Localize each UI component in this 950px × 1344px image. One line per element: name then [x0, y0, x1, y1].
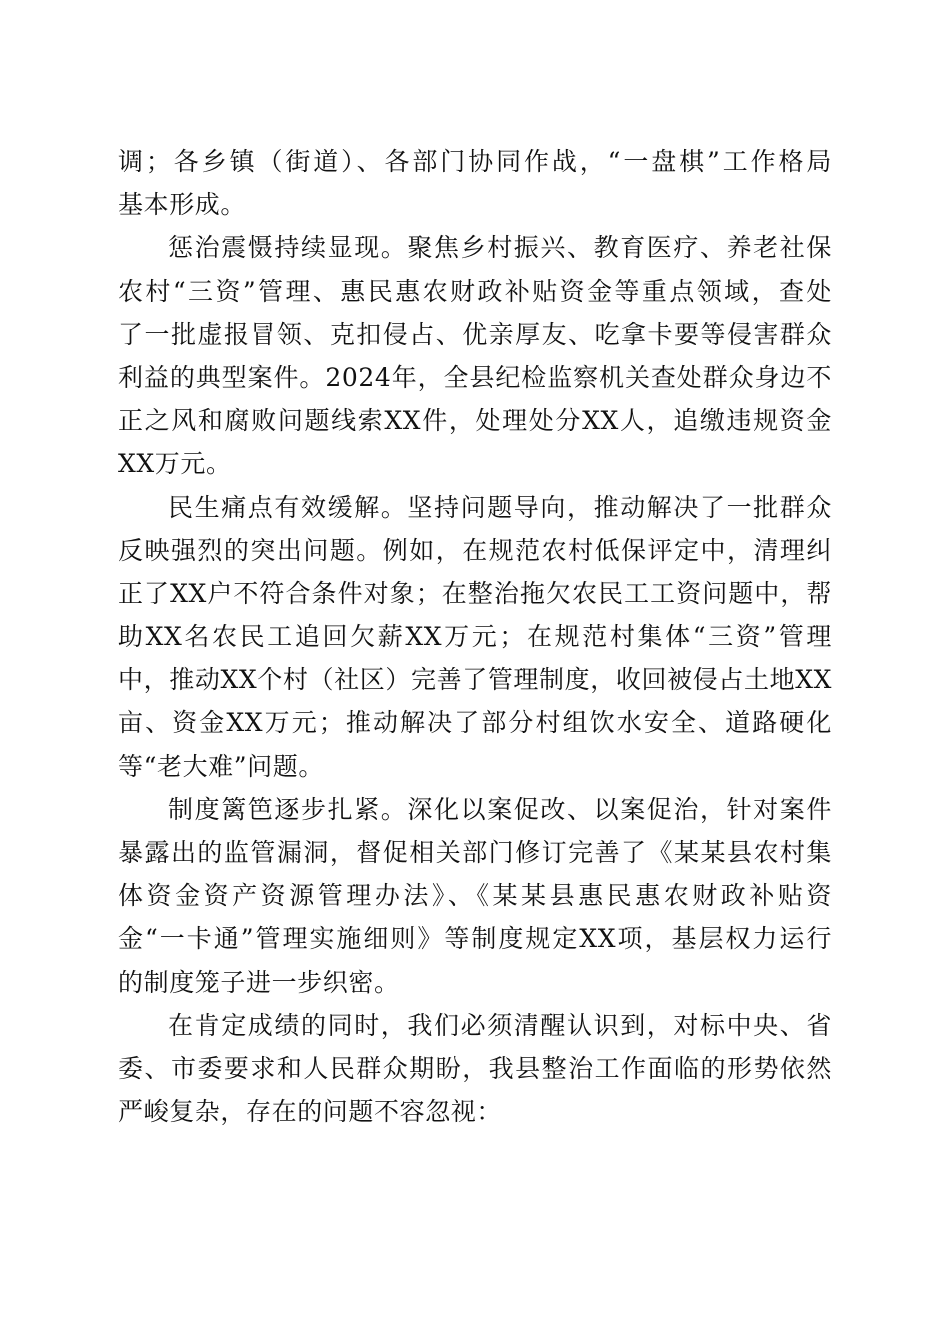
text-line: 正之风和腐败问题线索XX件，处理处分XX人，追缴违规资金 — [118, 406, 832, 436]
text-line: 在肯定成绩的同时，我们必须清醒认识到，对标中央、省 — [168, 1010, 832, 1040]
text-line: 亩、资金XX万元；推动解决了部分村组饮水安全、道路硬化 — [118, 708, 832, 738]
text-line: 利益的典型案件。2024年，全县纪检监察机关查处群众身边不 — [118, 362, 832, 392]
text-line: 基本形成。 — [118, 190, 247, 220]
text-line: 调；各乡镇（街道）、各部门协同作战，“一盘棋”工作格局 — [118, 147, 832, 176]
paragraph-punishment-deterrence — [118, 226, 832, 485]
text-line: 的制度笼子进一步织密。 — [118, 967, 400, 997]
text-line: 金“一卡通”管理实施细则》等制度规定XX项，基层权力运行 — [118, 924, 832, 954]
text-line: 暴露出的监管漏洞，督促相关部门修订完善了《某某县农村集 — [118, 838, 832, 867]
paragraph-problems-intro — [118, 1004, 832, 1134]
text-line: 农村“三资”管理、惠民惠农财政补贴资金等重点领域，查处 — [118, 276, 832, 306]
text-line: 制度篱笆逐步扎紧。深化以案促改、以案促治，针对案件 — [168, 794, 832, 824]
paragraph-continuation — [118, 140, 832, 226]
text-line: 民生痛点有效缓解。坚持问题导向，推动解决了一批群众 — [168, 492, 832, 522]
text-line: 委、市委要求和人民群众期盼，我县整治工作面临的形势依然 — [118, 1053, 832, 1083]
text-line: 正了XX户不符合条件对象；在整治拖欠农民工工资问题中，帮 — [118, 578, 832, 608]
text-line: 助XX名农民工追回欠薪XX万元；在规范村集体“三资”管理 — [118, 622, 832, 652]
document-page — [118, 140, 832, 1133]
text-line: 严峻复杂，存在的问题不容忽视： — [118, 1097, 503, 1127]
text-line: XX万元。 — [118, 449, 232, 479]
text-line: 反映强烈的突出问题。例如，在规范农村低保评定中，清理纠 — [118, 535, 832, 565]
text-line: 惩治震慑持续显现。聚焦乡村振兴、教育医疗、养老社保 — [168, 233, 832, 263]
text-line: 体资金资产资源管理办法》、《某某县惠民惠农财政补贴资 — [118, 881, 832, 911]
paragraph-livelihood-relief — [118, 486, 832, 788]
text-line: 了一批虚报冒领、克扣侵占、优亲厚友、吃拿卡要等侵害群众 — [118, 319, 832, 349]
text-line: 等“老大难”问题。 — [118, 751, 324, 781]
text-line: 中，推动XX个村（社区）完善了管理制度，收回被侵占土地XX — [118, 665, 832, 695]
paragraph-system-fence — [118, 788, 832, 1004]
